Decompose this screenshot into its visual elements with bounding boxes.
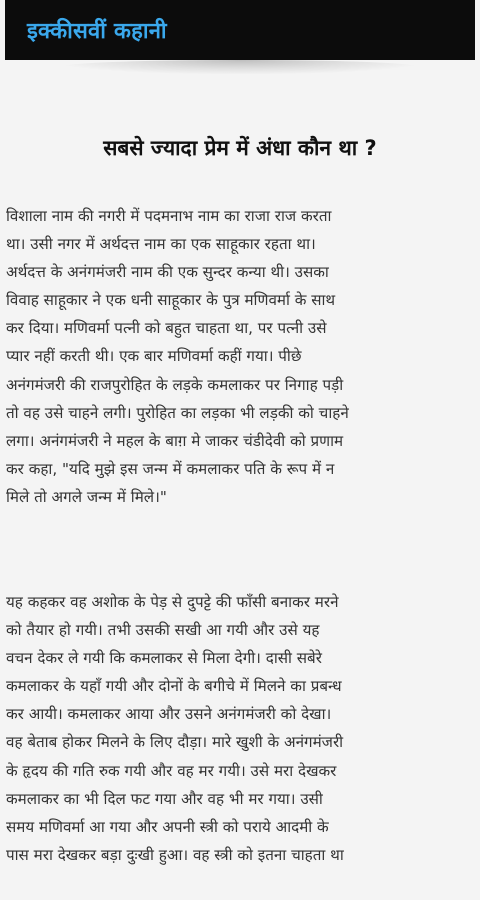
story-paragraph-2 <box>6 588 474 869</box>
header-title: इक्कीसवीं कहानी <box>27 19 167 44</box>
story-line: कमलाकर के यहाँ गयी और दोनों के बगीचे में मिलने का प्रबन्ध <box>6 677 342 696</box>
story-line: पास मरा देखकर बड़ा दुःखी हुआ। वह स्त्री को इतना चाहता था <box>6 845 344 864</box>
app-header <box>5 0 475 60</box>
story-line: था। उसी नगर में अर्थदत्त नाम का एक साहूकार रहता था। <box>6 235 316 254</box>
story-line: विवाह साहूकार ने एक धनी साहूकार के पुत्र मणिवर्मा के साथ <box>6 291 336 310</box>
story-line: अनंगमंजरी की राजपुरोहित के लड़के कमलाकर पर निगाह पड़ी <box>6 375 344 394</box>
story-line: वह बेताब होकर मिलने के लिए दौड़ा। मारे खुशी के अनंगमंजरी <box>6 733 344 752</box>
story-line: कर दिया। मणिवर्मा पत्नी को बहुत चाहता था, पर पत्नी उसे <box>6 319 327 338</box>
story-line: के हृदय की गति रुक गयी और वह मर गयी। उसे मरा देखकर <box>6 761 337 780</box>
story-line: कर कहा, "यदि मुझे इस जन्म में कमलाकर पति के रूप में न <box>6 459 335 478</box>
story-line: अर्थदत्त के अनंगमंजरी नाम की एक सुन्दर कन्या थी। उसका <box>6 263 329 282</box>
story-line: वचन देकर ले गयी कि कमलाकर से मिला देगी। दासी सबेरे <box>6 649 322 668</box>
story-line: कमलाकर का भी दिल फट गया और वह भी मर गया। उसी <box>6 789 323 808</box>
story-line: मिले तो अगले जन्म में मिले।" <box>6 487 167 506</box>
story-line: विशाला नाम की नगरी में पदमनाभ नाम का राजा राज करता <box>6 207 332 225</box>
story-line: प्यार नहीं करती थी। एक बार मणिवर्मा कहीं गया। पीछे <box>6 347 302 366</box>
story-line: तो वह उसे चाहने लगी। पुरोहित का लड़का भी लड़की को चाहने <box>6 403 349 422</box>
story-title: सबसे ज्यादा प्रेम में अंधा कौन था ? <box>103 136 377 160</box>
story-line: समय मणिवर्मा आ गया और अपनी स्त्री को पराये आदमी के <box>6 817 329 836</box>
story-line: को तैयार हो गयी। तभी उसकी सखी आ गयी और उसे यह <box>6 621 320 640</box>
story-line: लगा। अनंगमंजरी ने महल के बाग़ मे जाकर चंडीदेवी को प्रणाम <box>6 431 344 450</box>
story-paragraph-1 <box>6 202 474 511</box>
header-shadow <box>60 60 420 74</box>
story-line: यह कहकर वह अशोक के पेड़ से दुपट्टे की फाँसी बनाकर मरने <box>6 593 339 611</box>
story-line: कर आयी। कमलाकर आया और उसने अनंगमंजरी को देखा। <box>6 705 332 724</box>
